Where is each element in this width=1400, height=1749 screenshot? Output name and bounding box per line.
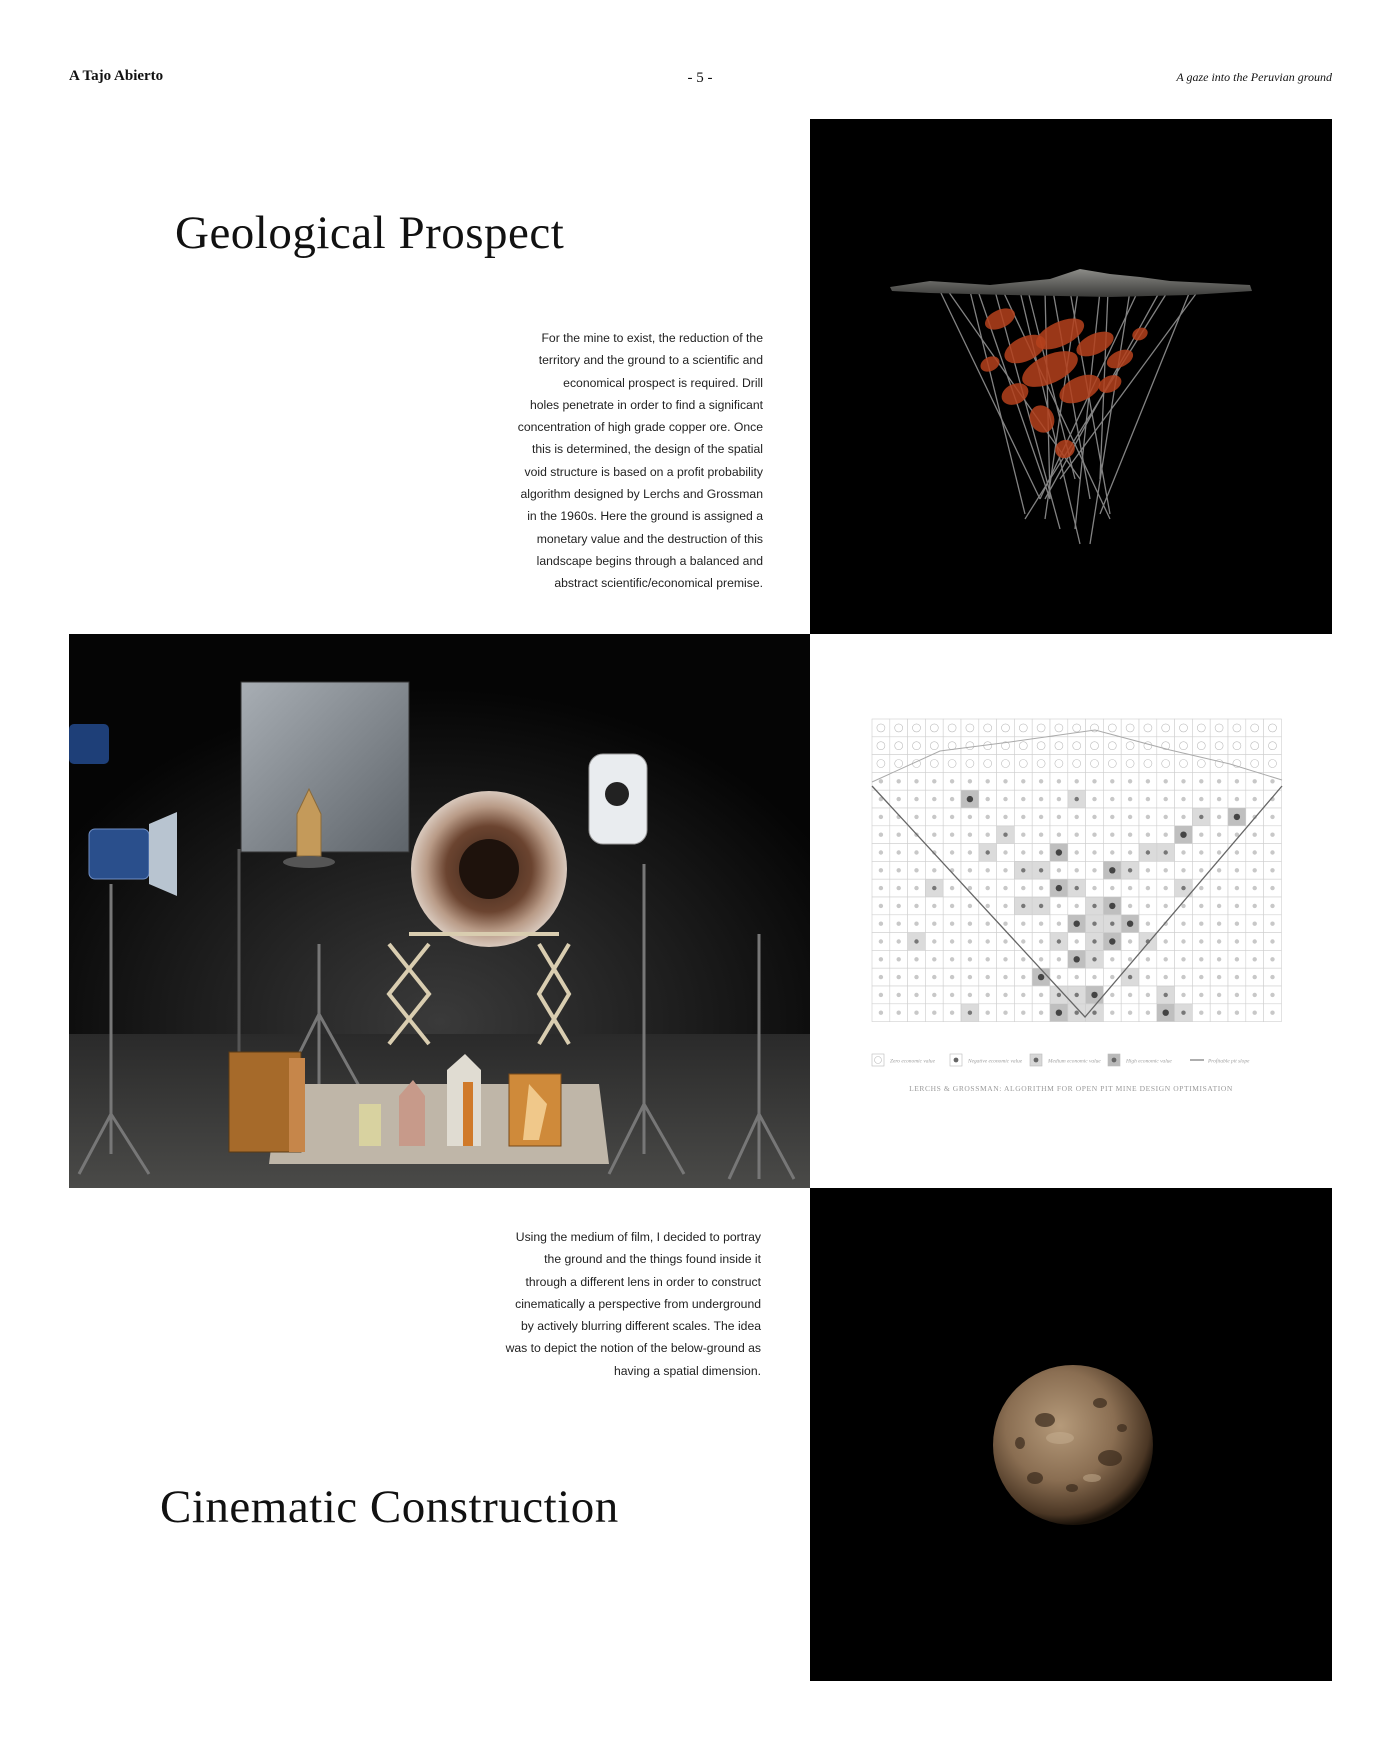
legend-label: Medium economic value bbox=[1048, 1058, 1101, 1065]
paragraph-line: through a different lens in order to construct bbox=[525, 1274, 761, 1289]
lerchs-grossman-grid-diagram bbox=[810, 634, 1332, 1188]
paragraph-line: void structure is based on a profit probability bbox=[524, 464, 763, 479]
paragraph-line: holes penetrate in order to find a significant bbox=[529, 397, 763, 412]
page-number: - 5 - bbox=[687, 70, 713, 86]
paragraph-line: cinematically a perspective from underground bbox=[515, 1296, 761, 1311]
paragraph-line: concentration of high grade copper ore. Once bbox=[517, 420, 763, 435]
paragraph-line: this is determined, the design of the spatial bbox=[531, 442, 763, 457]
geological-prospect-paragraph bbox=[443, 327, 763, 595]
legend-label: Zero economic value bbox=[890, 1058, 936, 1065]
legend-label: Profitable pit slope bbox=[1208, 1058, 1250, 1065]
running-header-subtitle: A gaze into the Peruvian ground bbox=[1176, 70, 1332, 84]
paragraph-line: For the mine to exist, the reduction of the bbox=[541, 331, 763, 345]
running-header-title: A Tajo Abierto bbox=[69, 68, 164, 84]
section-title-geological-prospect: Geological Prospect bbox=[175, 207, 565, 259]
paragraph-line: Using the medium of film, I decided to portray bbox=[515, 1230, 761, 1244]
paragraph-line: territory and the ground to a scientific and bbox=[538, 353, 763, 368]
paragraph-line: landscape begins through a balanced and bbox=[536, 553, 763, 568]
drill-hole-ore-body-image bbox=[810, 119, 1332, 634]
paragraph-line: monetary value and the destruction of this bbox=[536, 531, 763, 546]
paragraph-line: having a spatial dimension. bbox=[613, 1363, 761, 1378]
cinematic-construction-paragraph bbox=[441, 1226, 761, 1382]
paragraph-line: was to depict the notion of the below-ground as bbox=[505, 1341, 761, 1356]
section-title-cinematic-construction: Cinematic Construction bbox=[160, 1481, 619, 1533]
paragraph-line: in the 1960s. Here the ground is assigned a bbox=[527, 509, 763, 524]
legend-label: Negative economic value bbox=[968, 1058, 1023, 1065]
paragraph-line: economical prospect is required. Drill bbox=[563, 375, 763, 390]
diagram-caption: LERCHS & GROSSMAN: ALGORITHM FOR OPEN PIT MINE DESIGN OPTIMISATION bbox=[909, 1084, 1233, 1093]
legend-label: High economic value bbox=[1126, 1058, 1172, 1065]
ore-sphere-image bbox=[810, 1188, 1332, 1681]
paragraph-line: by actively blurring different scales. The idea bbox=[520, 1319, 761, 1334]
film-studio-setup-photo bbox=[69, 634, 810, 1188]
paragraph-line: algorithm designed by Lerchs and Grossman bbox=[520, 487, 763, 502]
paragraph-line: abstract scientific/economical premise. bbox=[554, 576, 763, 591]
paragraph-line: the ground and the things found inside it bbox=[544, 1252, 761, 1267]
